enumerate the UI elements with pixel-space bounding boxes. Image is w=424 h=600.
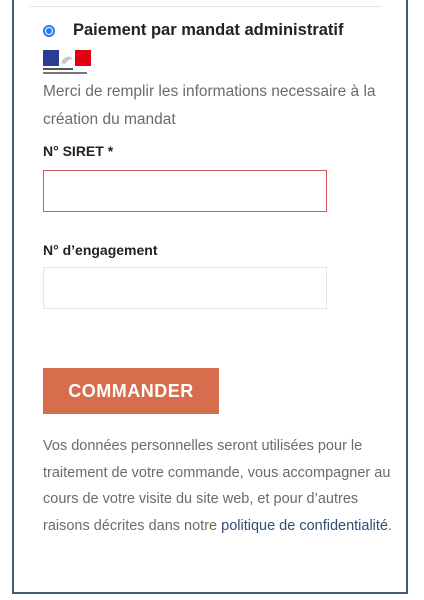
radio-selected-dot	[46, 28, 52, 34]
section-divider	[30, 6, 382, 7]
siret-label: N° SIRET *	[43, 143, 114, 159]
payment-description: Merci de remplir les informations necessaire à la création du mandat	[43, 83, 376, 128]
privacy-policy-link[interactable]: politique de confidentialité	[221, 517, 388, 534]
payment-option-label: Paiement par mandat administratif	[73, 21, 344, 39]
privacy-notice	[43, 433, 393, 539]
marianne-flag-logo-icon	[43, 50, 91, 78]
commander-button[interactable]: COMMANDER	[43, 368, 219, 414]
payment-radio[interactable]	[43, 25, 55, 37]
engagement-input[interactable]	[43, 267, 327, 309]
privacy-text: Vos données personnelles seront utilisées pour le traitement de votre commande, vous accompagner au cours de votre visite du site web, et pour d’autres raisons décrites dans notre	[43, 438, 391, 534]
privacy-text-end: .	[388, 517, 393, 534]
payment-option-mandat[interactable]	[43, 21, 344, 40]
siret-input[interactable]	[43, 170, 327, 212]
engagement-label: N° d’engagement	[43, 242, 158, 258]
